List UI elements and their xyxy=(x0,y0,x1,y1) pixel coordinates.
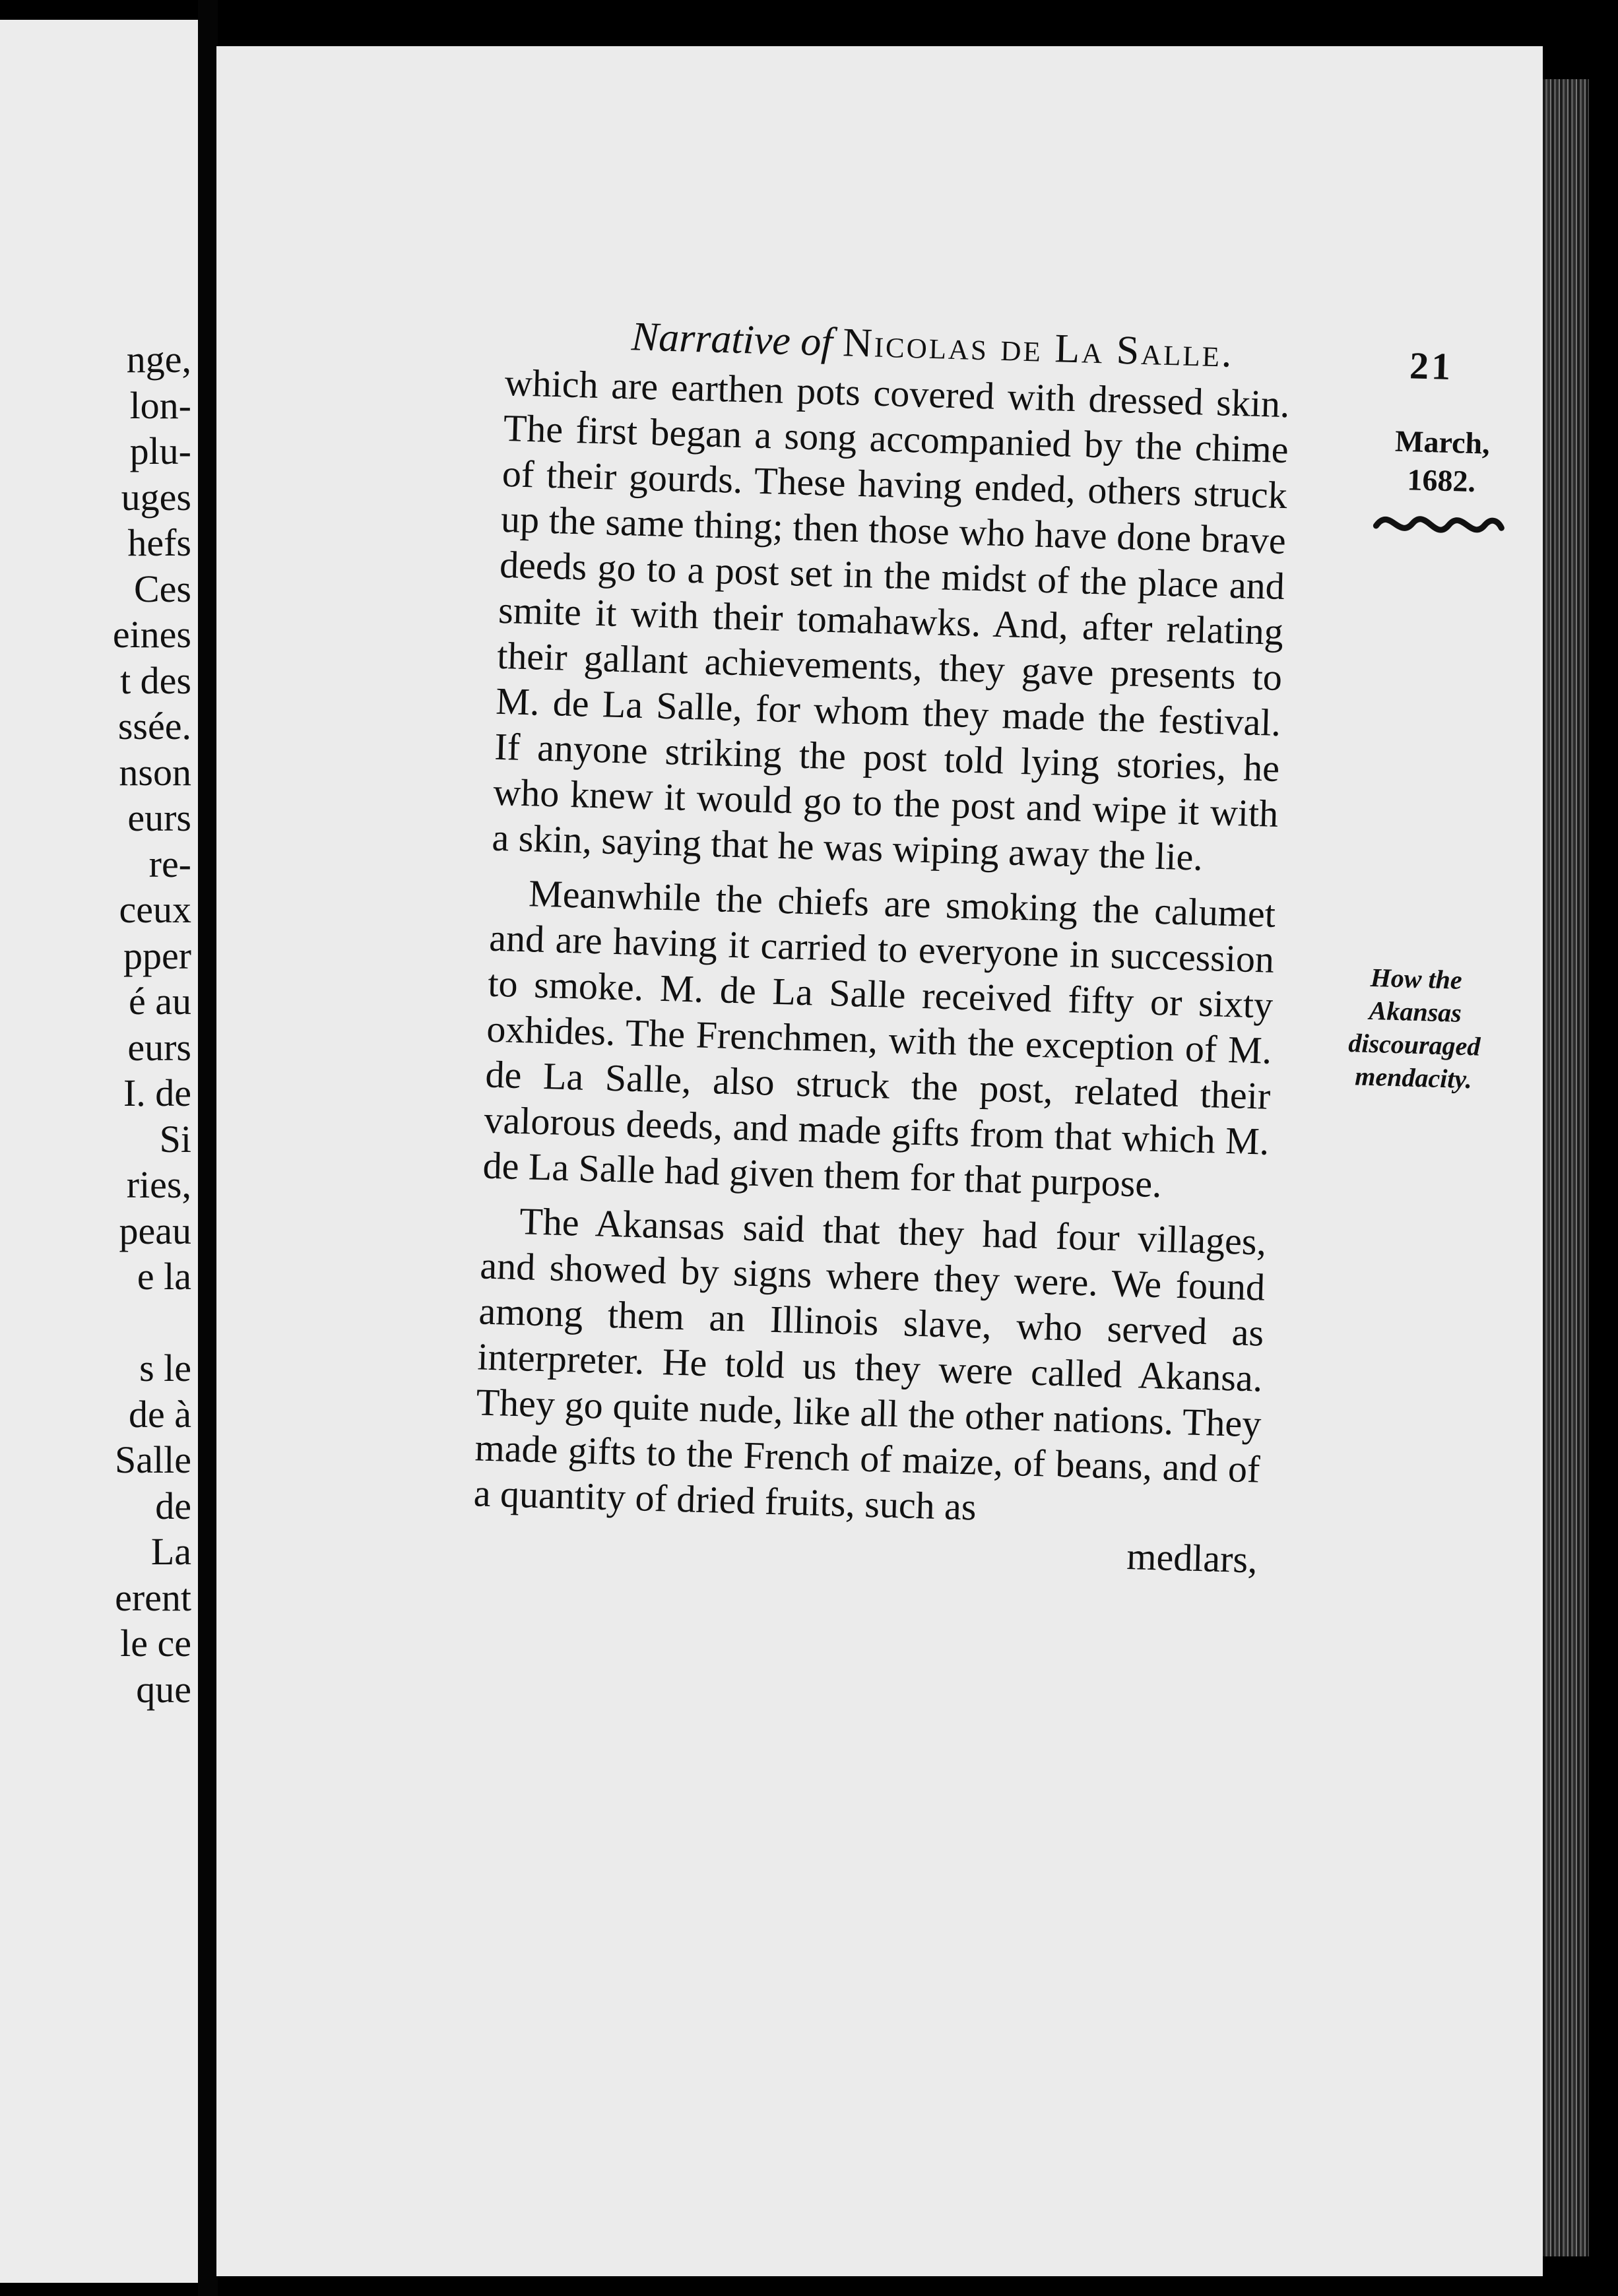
margin-note-line: Akansas xyxy=(1369,995,1462,1028)
facing-line: uges xyxy=(121,475,191,519)
facing-line: eurs xyxy=(127,1025,191,1069)
facing-line-gap xyxy=(0,1300,191,1346)
facing-line: erent xyxy=(115,1576,191,1619)
margin-date-line: 1682. xyxy=(1406,462,1476,499)
margin-date-line: March, xyxy=(1394,424,1491,461)
margin-note xyxy=(1334,961,1495,1097)
facing-line: de à xyxy=(129,1392,191,1436)
facing-line: plu- xyxy=(129,430,191,472)
facing-line: que xyxy=(136,1667,191,1711)
margin-date xyxy=(1372,422,1512,502)
facing-line: nge, xyxy=(126,338,191,381)
facing-line: Si xyxy=(159,1117,191,1161)
paragraph: Meanwhile the chiefs are smoking the calumet and are having it carried to everyone in succession to smoke. M. de La Salle received fifty or sixty oxhides. The Frenchmen, with the exception of M. de La Salle, also struck the post, related their valorous deeds, and made gifts from that which M. de La Salle had given them for that purpose. xyxy=(482,872,1276,1206)
facing-line: e la xyxy=(137,1255,191,1298)
facing-line: ssée. xyxy=(117,705,191,748)
book-gutter xyxy=(198,0,218,2296)
margin-note-line: How the xyxy=(1370,962,1463,995)
facing-line: hefs xyxy=(127,521,191,564)
facing-line: eurs xyxy=(127,796,191,839)
catchword: medlars, xyxy=(1126,1534,1258,1581)
main-page xyxy=(216,46,1543,2276)
facing-line: de xyxy=(155,1484,191,1527)
running-head-title: Nicolas de La Salle. xyxy=(842,320,1235,376)
running-head-italic: Narrative of xyxy=(630,314,833,365)
facing-page xyxy=(0,20,201,2283)
facing-line: ries, xyxy=(126,1163,191,1206)
wave-ornament-icon xyxy=(1369,499,1509,550)
paragraph: The Akansas said that they had four villages, and showed by signs where they were. We found among them an Illinois slave, who served as interpreter. He told us they were called Akansa. They go quite nude, like all the other nations. They made gifts to the French of maize, of beans, and of a quantity of dried fruits, such as xyxy=(473,1199,1267,1529)
facing-line: Salle xyxy=(115,1438,191,1481)
text-block xyxy=(472,310,1491,1583)
facing-line: I. de xyxy=(123,1071,191,1114)
facing-line: t des xyxy=(120,658,191,702)
facing-line: re- xyxy=(148,842,191,885)
paragraph: which are earthen pots covered with dressed skin. The first began a song accompanied by the chime of their gourds. These having ended, others struck up the same thing; then those who have done brave deeds go to a post set in the midst of the place and smite it with their tomahawks. And, after relating their gallant achievements, they gave presents to M. de La Salle, for whom they made the festival. If anyone striking the post told lying stories, he who knew it would go to the post and wipe it with a skin, saying that he was wiping away the lie. xyxy=(491,360,1291,879)
facing-page-text xyxy=(0,336,191,1712)
facing-line: le ce xyxy=(120,1622,191,1665)
facing-line: s le xyxy=(139,1347,191,1389)
facing-line: lon- xyxy=(129,383,191,427)
facing-line: ceux xyxy=(119,888,191,931)
facing-line: La xyxy=(150,1530,191,1573)
facing-line: nson xyxy=(119,750,191,794)
page-edges xyxy=(1543,79,1589,2256)
body-text xyxy=(473,360,1290,1538)
margin-note-line: discouraged xyxy=(1347,1028,1481,1062)
margin-note-line: mendacity. xyxy=(1354,1061,1473,1095)
facing-line: peau xyxy=(119,1209,191,1252)
page-number: 21 xyxy=(1409,344,1454,389)
facing-line: é au xyxy=(129,980,191,1023)
facing-line: pper xyxy=(123,934,191,977)
facing-line: eines xyxy=(112,613,191,656)
facing-line: Ces xyxy=(134,567,191,610)
